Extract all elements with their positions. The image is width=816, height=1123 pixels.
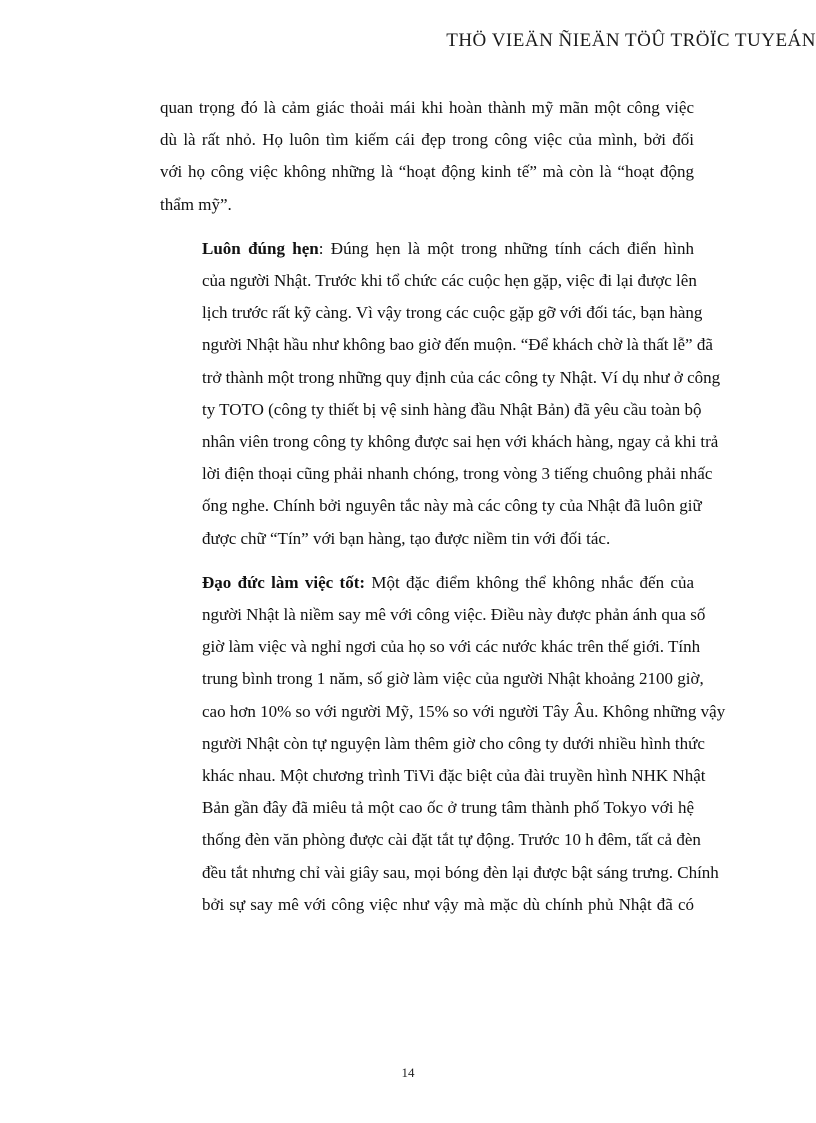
work-ethic-paragraph: [160, 567, 726, 921]
paragraph-line: bởi sự say mê với công việc như vậy mà mặc dù chính phủ Nhật đã có: [202, 894, 694, 914]
paragraph-line: dù là rất nhỏ. Họ luôn tìm kiếm cái đẹp trong công việc của mình, bởi đối: [160, 130, 694, 150]
paragraph-line: ty TOTO (công ty thiết bị vệ sinh hàng đầu Nhật Bản) đã yêu cầu toàn bộ: [202, 399, 702, 419]
running-header: THÖ VIEÄN ÑIEÄN TÖÛ TRÖÏC TUYEÁN: [446, 30, 816, 51]
work-ethic-first-line-text: Một đặc điểm không thể không nhắc đến của: [365, 572, 694, 592]
paragraph-line: được chữ “Tín” với bạn hàng, tạo được niềm tin với đối tác.: [202, 528, 611, 548]
paragraph-line: giờ làm việc và nghỉ ngơi của họ so với các nước khác trên thế giới. Tính: [202, 637, 701, 657]
intro-paragraph: [160, 92, 694, 221]
paragraph-line: người Nhật hầu như không bao giờ đến muộn. “Để khách chờ là thất lễ” đã: [202, 335, 713, 355]
paragraph-line: đều tắt nhưng chỉ vài giây sau, mọi bóng đèn lại được bật sáng trưng. Chính: [202, 862, 719, 882]
paragraph-first-line: [160, 233, 694, 265]
paragraph-line: khác nhau. Một chương trình TiVi đặc biệt của đài truyền hình NHK Nhật: [202, 766, 706, 786]
paragraph-line: trở thành một trong những quy định của các công ty Nhật. Ví dụ như ở công: [202, 367, 721, 387]
page-number: 14: [401, 1065, 415, 1080]
paragraph-line: với họ công việc không những là “hoạt động kinh tế” mà còn là “hoạt động: [160, 162, 694, 182]
paragraph-first-line: [160, 567, 694, 599]
punctuality-first-line-text: : Đúng hẹn là một trong những tính cách điển hình: [318, 238, 694, 258]
paragraph-line: lời điện thoại cũng phải nhanh chóng, trong vòng 3 tiếng chuông phải nhấc: [202, 464, 713, 484]
paragraph-line: thống đèn văn phòng được cài đặt tắt tự động. Trước 10 h đêm, tất cả đèn: [202, 830, 701, 850]
paragraph-line: Bản gần đây đã miêu tả một cao ốc ở trung tâm thành phố Tokyo với hệ: [202, 798, 694, 818]
paragraph-line: lịch trước rất kỹ càng. Vì vậy trong các cuộc gặp gỡ với đối tác, bạn hàng: [202, 303, 703, 323]
paragraph-line: thẩm mỹ”.: [160, 194, 232, 214]
punctuality-paragraph: [160, 233, 721, 555]
punctuality-heading: Luôn đúng hẹn: [202, 238, 319, 258]
document-body: [160, 92, 726, 921]
paragraph-line: ống nghe. Chính bởi nguyên tắc này mà các công ty của Nhật đã luôn giữ: [202, 496, 702, 516]
paragraph-line: nhân viên trong công ty không được sai hẹn với khách hàng, ngay cả khi trả: [202, 432, 719, 452]
paragraph-line: của người Nhật. Trước khi tổ chức các cuộc hẹn gặp, việc đi lại được lên: [202, 271, 697, 291]
paragraph-line: cao hơn 10% so với người Mỹ, 15% so với người Tây Âu. Không những vậy: [202, 701, 726, 721]
paragraph-line: người Nhật còn tự nguyện làm thêm giờ cho công ty dưới nhiều hình thức: [202, 733, 705, 753]
paragraph-line: quan trọng đó là cảm giác thoải mái khi hoàn thành mỹ mãn một công việc: [160, 98, 694, 117]
paragraph-line: trung bình trong 1 năm, số giờ làm việc của người Nhật khoảng 2100 giờ,: [202, 669, 704, 689]
paragraph-line: người Nhật là niềm say mê với công việc. Điều này được phản ánh qua số: [202, 605, 706, 625]
work-ethic-heading: Đạo đức làm việc tốt:: [202, 572, 366, 592]
